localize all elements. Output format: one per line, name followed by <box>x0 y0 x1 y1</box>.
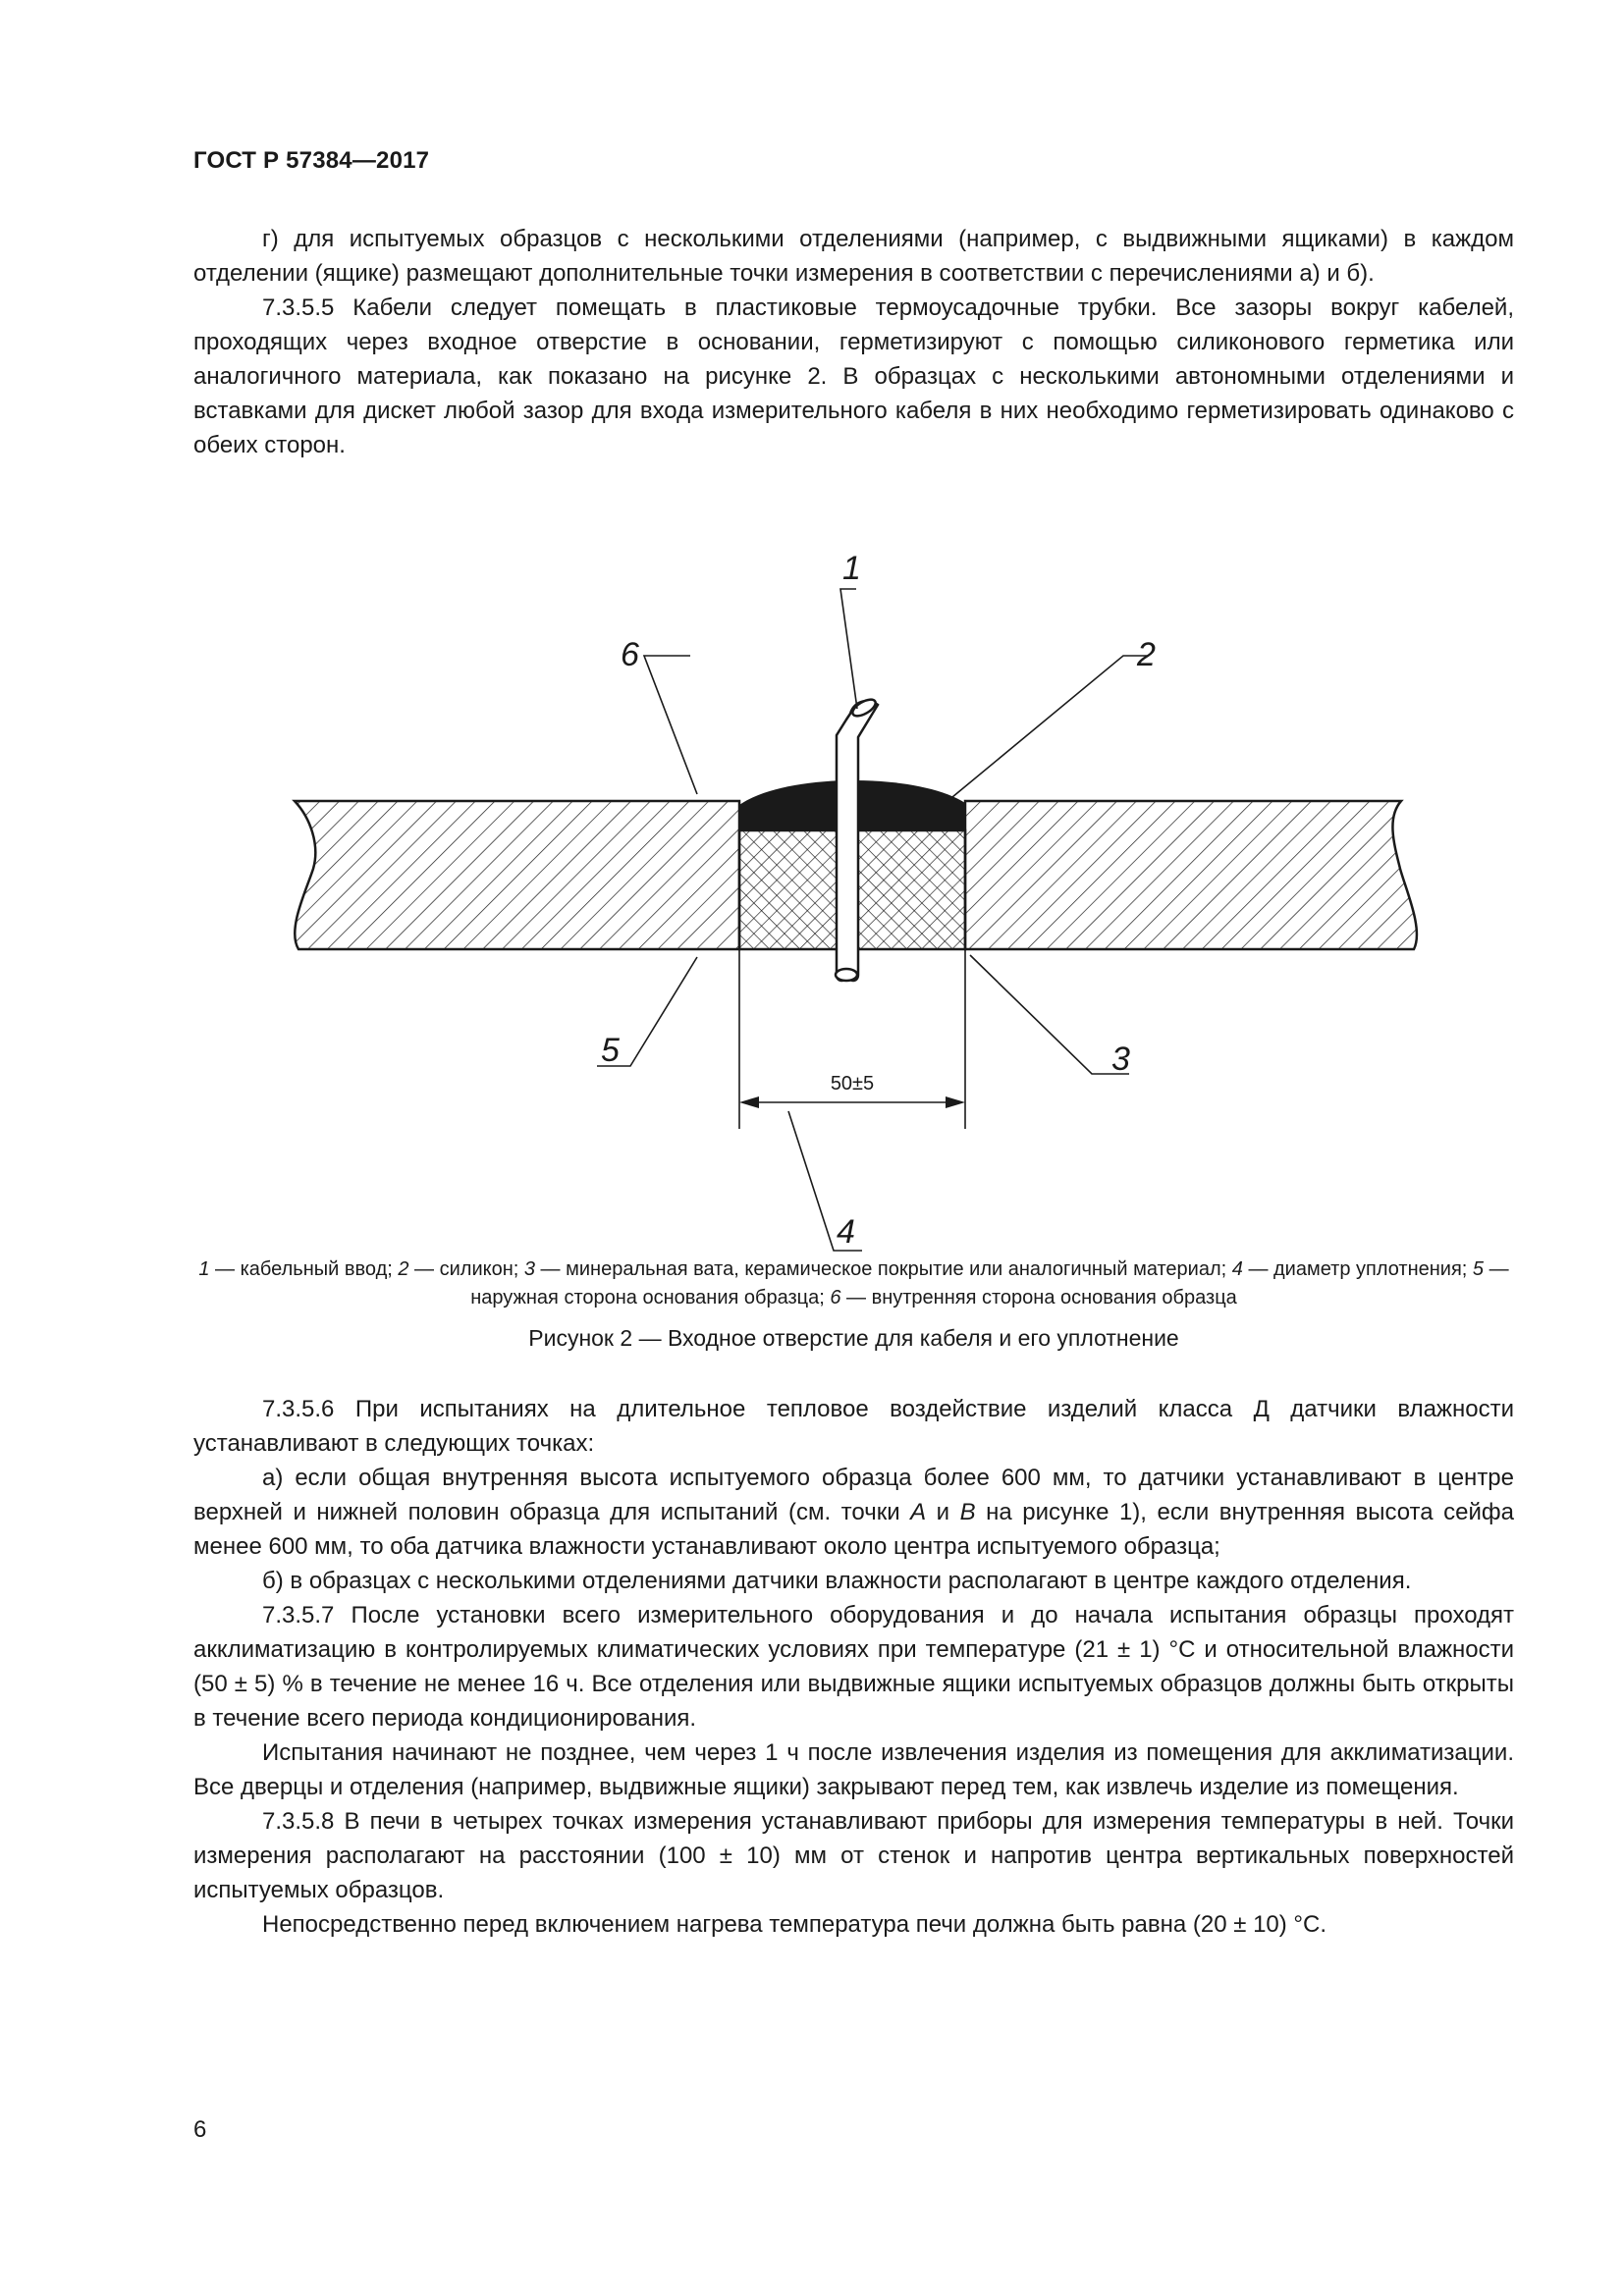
paragraph-7357: 7.3.5.7 После установки всего измерительного оборудования и до начала испытания образцы проходят акклиматизацию в контролируемых климатических условиях при температуре (21 ± 1) °С и относительной влажности (50 ± 5) % в течение не менее 16 ч. Все отделения или выдвижные ящики испытуемых образцов должны быть открыты в течение всего периода кондиционирования. <box>193 1602 1514 1732</box>
label-3: 3 <box>1111 1041 1130 1078</box>
legend-num-3: 3 <box>523 1258 535 1280</box>
paragraph-7358: 7.3.5.8 В печи в четырех точках измерения устанавливают приборы для измерения температуры в ней. Точки измерения располагают на расстоянии (100 ± 10) мм от стенок и напротив центра вертикальных поверхностей испытуемых образцов. <box>193 1808 1514 1903</box>
label-2: 2 <box>1137 636 1156 673</box>
leader-2 <box>952 656 1149 797</box>
leader-6 <box>644 656 697 794</box>
paragraph-a-part1: а) если общая внутренняя высота испытуемого образца более 600 мм, то датчики устанавливают в центре верхней и нижней половин образца для испытаний (см. точки <box>193 1465 1514 1525</box>
legend-text-5: — наружная сторона основания образца; <box>470 1258 1509 1308</box>
legend-text-4: — диаметр уплотнения; <box>1242 1258 1473 1280</box>
label-4: 4 <box>837 1213 855 1251</box>
legend-num-2: 2 <box>398 1258 409 1280</box>
dimension-label: 50±5 <box>830 1073 875 1095</box>
paragraph-a <box>193 1461 1514 1564</box>
paragraph-7356: 7.3.5.6 При испытаниях на длительное тепловое воздействие изделий класса Д датчики влажности устанавливают в следующих точках: <box>193 1396 1514 1457</box>
point-a: А <box>910 1499 927 1525</box>
leader-1 <box>840 589 857 709</box>
legend-num-4: 4 <box>1231 1258 1243 1280</box>
paragraph-7355: 7.3.5.5 Кабели следует помещать в пластиковые термоусадочные трубки. Все зазоры вокруг кабелей, проходящих через входное отверстие в основании, герметизируют с помощью силиконового герметика или аналогичного материала, как показано на рисунке 2. В образцах с несколькими автономными отделениями и вставками для дискет любой зазор для входа измерительного кабеля в них необходимо герметизировать одинаково с обеих сторон. <box>193 294 1514 458</box>
paragraph-a-part2: и <box>926 1499 960 1525</box>
paragraph-b: б) в образцах с несколькими отделениями датчики влажности располагают в центре каждого отделения. <box>262 1568 1412 1594</box>
legend-num-6: 6 <box>830 1287 841 1308</box>
legend-num-1: 1 <box>198 1258 210 1280</box>
point-b: В <box>959 1499 976 1525</box>
leader-3 <box>970 955 1129 1074</box>
paragraph-oven: Непосредственно перед включением нагрева температура печи должна быть равна (20 ± 10) °С. <box>262 1911 1327 1938</box>
legend-text-1: — кабельный ввод; <box>209 1258 399 1280</box>
paragraph-tests: Испытания начинают не позднее, чем через 1 ч после извлечения изделия из помещения для акклиматизации. Все дверцы и отделения (например, выдвижные ящики) закрывают перед тем, как извлечь изделие из помещения. <box>193 1739 1514 1800</box>
page-number: 6 <box>193 2116 207 2143</box>
paragraph-g: г) для испытуемых образцов с несколькими отделениями (например, с выдвижными ящиками) в каждом отделении (ящике) размещают дополнительные точки измерения в соответствии с перечислениями а) и б). <box>193 226 1514 287</box>
legend-num-5: 5 <box>1472 1258 1485 1280</box>
figure-caption: Рисунок 2 — Входное отверстие для кабеля и его уплотнение <box>528 1325 1179 1351</box>
figure-cable-entry <box>265 506 1443 1252</box>
base-left-section <box>295 801 739 949</box>
legend-text-6: — внутренняя сторона основания образца <box>840 1287 1237 1308</box>
text-block-bottom <box>193 1392 1514 1942</box>
arrow-right <box>946 1096 965 1108</box>
arrow-left <box>739 1096 759 1108</box>
label-5: 5 <box>601 1032 620 1069</box>
text-block-top <box>193 222 1514 462</box>
document-header: ГОСТ Р 57384—2017 <box>193 147 430 174</box>
legend-text-3: — минеральная вата, керамическое покрытие или аналогичный материал; <box>535 1258 1232 1280</box>
legend-text-2: — силикон; <box>408 1258 524 1280</box>
label-6: 6 <box>621 636 639 673</box>
base-right-section <box>965 801 1417 949</box>
paragraph-a-part3: на рисунке 1), если внутренняя высота сейфа менее 600 мм, то оба датчика влажности устанавливают около центра испытуемого образца; <box>193 1499 1514 1560</box>
figure-legend <box>193 1255 1514 1312</box>
label-1: 1 <box>842 550 861 587</box>
